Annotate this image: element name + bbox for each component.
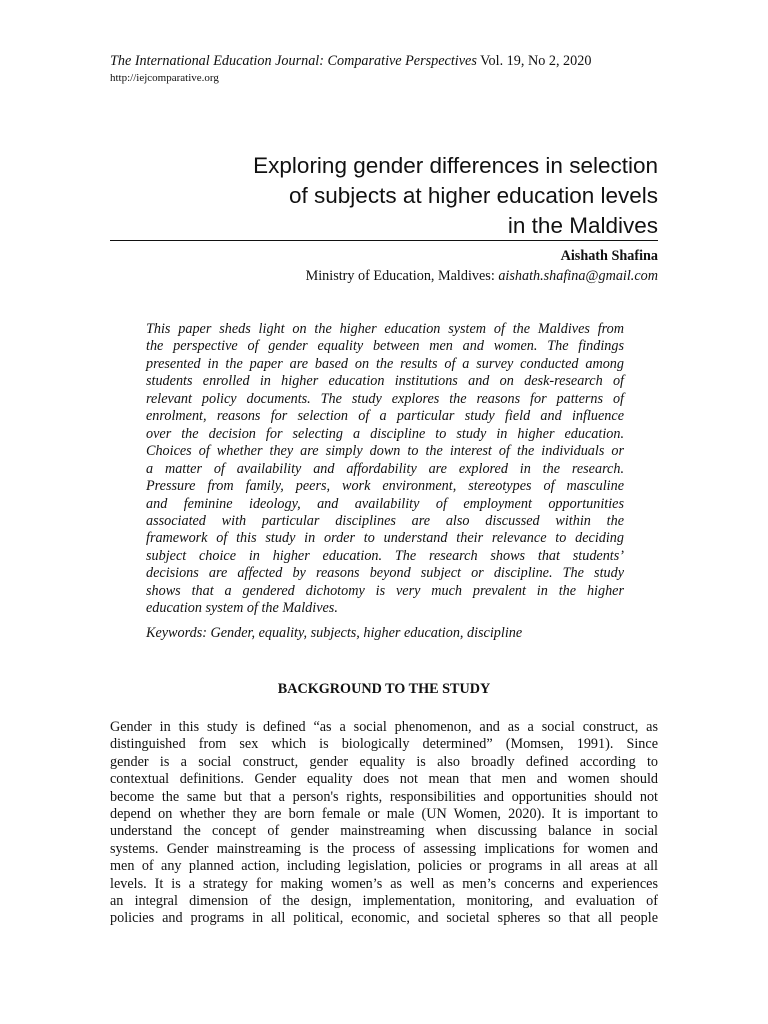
body-line: systems. Gender mainstreaming is the process of assessing implications for women and <box>110 840 658 857</box>
abstract-line: framework of this study in order to understand their relevance to deciding <box>146 530 624 547</box>
abstract-line: over the decision for selecting a discipline to study in higher education. <box>146 425 624 442</box>
author-name: Aishath Shafina <box>560 248 658 264</box>
abstract-line: associated with particular disciplines are also discussed within the <box>146 512 624 529</box>
keywords: Keywords: Gender, equality, subjects, higher education, discipline <box>146 625 523 641</box>
journal-header <box>110 53 670 70</box>
title-line: in the Maldives <box>507 213 658 238</box>
body-line: levels. It is a strategy for making women’s as well as men’s concerns and experiences <box>110 875 658 892</box>
body-line: men of any planned action, including legislation, policies or programs in all areas at all <box>110 858 658 875</box>
journal-name: The International Education Journal: Comparative Perspectives <box>110 53 477 69</box>
title-line: Exploring gender differences in selection <box>253 153 658 178</box>
abstract-line: the perspective of gender equality between men and women. The findings <box>146 338 624 355</box>
article-title <box>138 151 658 241</box>
body-line: understand the concept of gender mainstreaming when discussing balance in social <box>110 823 658 840</box>
body-line: distinguished from sex which is biologically determined” (Momsen, 1991). Since <box>110 736 658 753</box>
title-divider <box>110 240 658 241</box>
abstract-line: subject choice in higher education. The research shows that students’ <box>146 547 624 564</box>
abstract-line: Choices of whether they are simply down to the interest of the individuals or <box>146 443 624 460</box>
abstract-line: students enrolled in higher education institutions and on desk-research of <box>146 373 624 390</box>
body-line: become the same but that a person's rights, responsibilities and opportunities should not <box>110 788 658 805</box>
body-line: gender is a social construct, gender equality is also broadly defined according to <box>110 753 658 770</box>
section-heading: BACKGROUND TO THE STUDY <box>277 681 491 697</box>
abstract-line: education system of the Maldives. <box>146 600 338 617</box>
abstract-line: presented in the paper are based on the results of a survey conducted among <box>146 355 624 372</box>
author-affiliation <box>306 268 658 285</box>
abstract-line: This paper sheds light on the higher education system of the Maldives from <box>146 321 624 337</box>
body-line: an integral dimension of the design, implementation, monitoring, and evaluation of <box>110 893 658 910</box>
author-email[interactable]: aishath.shafina@gmail.com <box>498 268 658 284</box>
body-line: depend on whether they are born female or male (UN Women, 2020). It is important to <box>110 806 658 823</box>
abstract-line: shows that a gendered dichotomy is very much prevalent in the higher <box>146 582 624 599</box>
abstract <box>146 321 624 618</box>
abstract-line: relevant policy documents. The study explores the reasons for patterns of <box>146 390 624 407</box>
journal-volume-issue: Vol. 19, No 2, 2020 <box>476 53 592 69</box>
title-line: of subjects at higher education levels <box>289 183 658 208</box>
body-paragraph <box>110 719 658 928</box>
body-line: Gender in this study is defined “as a social phenomenon, and as a social construct, as <box>110 719 658 735</box>
abstract-line: enrolment, reasons for selection of a particular study field and influence <box>146 408 624 425</box>
affiliation-text: Ministry of Education, Maldives: <box>305 268 499 284</box>
abstract-line: decisions are affected by reasons beyond subject or discipline. The study <box>146 565 624 582</box>
body-line: contextual definitions. Gender equality does not mean that men and women should <box>110 771 658 788</box>
abstract-line: a matter of availability and affordability are explored in the research. <box>146 460 624 477</box>
abstract-line: Pressure from family, peers, work environment, stereotypes of masculine <box>146 478 624 495</box>
abstract-line: and feminine ideology, and availability of employment opportunities <box>146 495 624 512</box>
body-line: policies and programs in all political, economic, and societal spheres so that all people <box>110 910 658 927</box>
journal-url[interactable]: http://iejcomparative.org <box>110 72 219 84</box>
